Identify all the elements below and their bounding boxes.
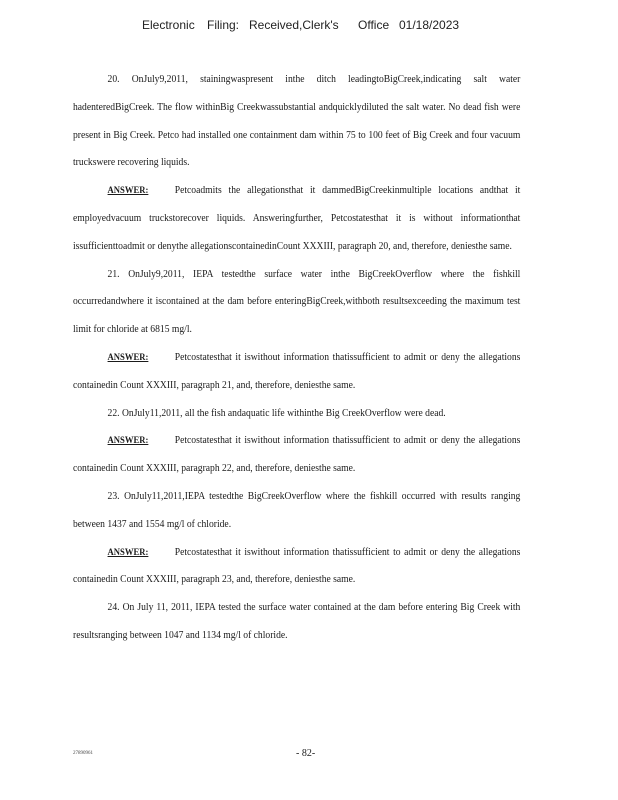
page-number: - 82- (296, 748, 316, 759)
answer-text: Petcostatesthat it iswithout information thatissufficient to admit or deny the allegations containedin Count XXXIII, paragraph 22, and, therefore, deniesthe same. (73, 435, 521, 475)
paragraph-23: 23. OnJuly11,2011,IEPA testedthe BigCreekOverflow where the fishkill occurred with results ranging between 1437 and 1554 mg/l of chloride. (73, 490, 521, 530)
answer-23 (73, 539, 520, 595)
paragraph-20: 20. OnJuly9,2011, stainingwaspresent inthe ditch leadingtoBigCreek,indicating salt water hadenteredBigCreek. The flow withinBig Creekwassubstantial andquicklydiluted the salt water. No dead fish were present in Big Creek. Petco had installed one containment dam within 75 to 100 feet of Big Creek and four vacuum truckswere recovering liquids. (73, 74, 521, 169)
paragraph-22: 22. OnJuly11,2011, all the fish andaquatic life withinthe Big CreekOverflow were dead. (107, 407, 446, 419)
header-office: Office (358, 18, 390, 32)
answer-22 (73, 427, 520, 483)
answer-label: ANSWER: (107, 546, 149, 557)
header-date: 01/18/2023 (399, 18, 460, 32)
answer-text: Petcostatesthat it iswithout information thatissufficient to admit or deny the allegations containedin Count XXXIII, paragraph 23, and, therefore, deniesthe same. (73, 546, 521, 586)
answer-label: ANSWER: (107, 351, 149, 362)
header-electronic: Electronic (142, 18, 195, 32)
answer-label: ANSWER: (107, 185, 149, 196)
paragraph-24: 24. On July 11, 2011, IEPA tested the surface water contained at the dam before entering Big Creek with resultsranging between 1047 and 1134 mg/l of chloride. (73, 602, 521, 641)
paragraph-21: 21. OnJuly9,2011, IEPA testedthe surface water inthe BigCreekOverflow where the fishkill occurredandwhere it iscontained at the dam before enteringBigCreek,withboth resultsexceeding the maximum test limit for chloride at 6815 mg/l. (73, 268, 521, 336)
answer-21 (73, 344, 520, 400)
document-body (73, 66, 520, 650)
header-filing: Filing: (207, 18, 240, 32)
document-id: 27890961 (73, 751, 93, 756)
answer-20 (73, 177, 520, 260)
header-received: Received,Clerk's (249, 18, 339, 32)
answer-label: ANSWER: (107, 435, 149, 446)
answer-text: Petcostatesthat it iswithout information thatissufficient to admit or deny the allegations containedin Count XXXIII, paragraph 21, and, therefore, deniesthe same. (73, 351, 521, 391)
answer-text: Petcoadmits the allegationsthat it dammedBigCreekinmultiple locations andthat it employedvacuum truckstorecover liquids. Answeringfurther, Petcostatesthat it is without informationthat issufficienttoadmit or denythe allegationscontainedinCount XXXIII, paragraph 20, and, therefore, deniesthe same. (73, 185, 521, 252)
